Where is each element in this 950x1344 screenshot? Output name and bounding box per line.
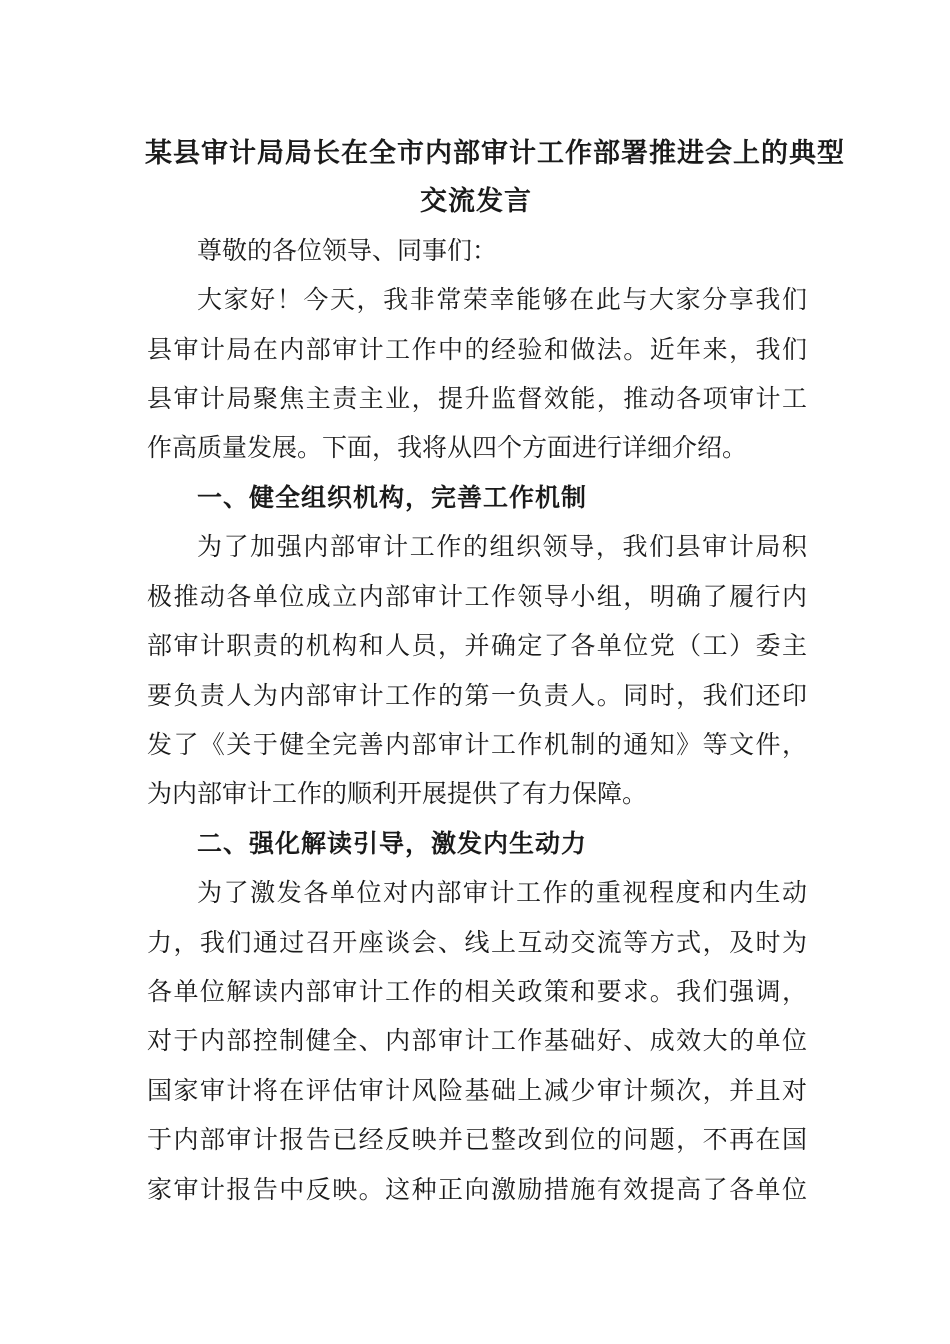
section-2-paragraph-line: 家审计报告中反映。这种正向激励措施有效提高了各单位 <box>147 1175 807 1204</box>
section-1-paragraph-line: 部审计职责的机构和人员，并确定了各单位党（工）委主 <box>147 631 807 660</box>
section-1-paragraph-line: 为内部审计工作的顺利开展提供了有力保障。 <box>147 779 648 808</box>
intro-paragraph-line: 县审计局在内部审计工作中的经验和做法。近年来，我们 <box>147 335 807 364</box>
section-2-paragraph-line: 于内部审计报告已经反映并已整改到位的问题，不再在国 <box>147 1125 807 1154</box>
section-2-paragraph-line: 国家审计将在评估审计风险基础上减少审计频次，并且对 <box>147 1076 807 1105</box>
intro-paragraph-line: 县审计局聚焦主责主业，提升监督效能，推动各项审计工 <box>147 384 807 413</box>
document-title-line-1: 某县审计局局长在全市内部审计工作部署推进会上的典型 <box>145 138 845 169</box>
intro-paragraph-line: 作高质量发展。下面，我将从四个方面进行详细介绍。 <box>147 433 748 462</box>
document-title-line-2: 交流发言 <box>420 186 532 217</box>
section-1-paragraph-line: 为了加强内部审计工作的组织领导，我们县审计局积 <box>197 532 807 561</box>
salutation: 尊敬的各位领导、同事们： <box>197 236 498 265</box>
section-1-paragraph-line: 极推动各单位成立内部审计工作领导小组，明确了履行内 <box>147 582 807 611</box>
section-1-paragraph-line: 要负责人为内部审计工作的第一负责人。同时，我们还印 <box>147 681 807 710</box>
section-2-paragraph-line: 力，我们通过召开座谈会、线上互动交流等方式，及时为 <box>147 928 807 957</box>
section-1-paragraph-line: 发了《关于健全完善内部审计工作机制的通知》等文件， <box>147 730 807 759</box>
intro-paragraph-line: 大家好！今天，我非常荣幸能够在此与大家分享我们 <box>197 285 807 314</box>
section-2-paragraph-line: 各单位解读内部审计工作的相关政策和要求。我们强调， <box>147 977 807 1006</box>
section-2-paragraph-line: 为了激发各单位对内部审计工作的重视程度和内生动 <box>197 878 807 907</box>
section-2-paragraph-line: 对于内部控制健全、内部审计工作基础好、成效大的单位 <box>147 1026 807 1055</box>
section-2-heading: 二、强化解读引导，激发内生动力 <box>197 829 588 858</box>
section-1-heading: 一、健全组织机构，完善工作机制 <box>197 483 588 512</box>
